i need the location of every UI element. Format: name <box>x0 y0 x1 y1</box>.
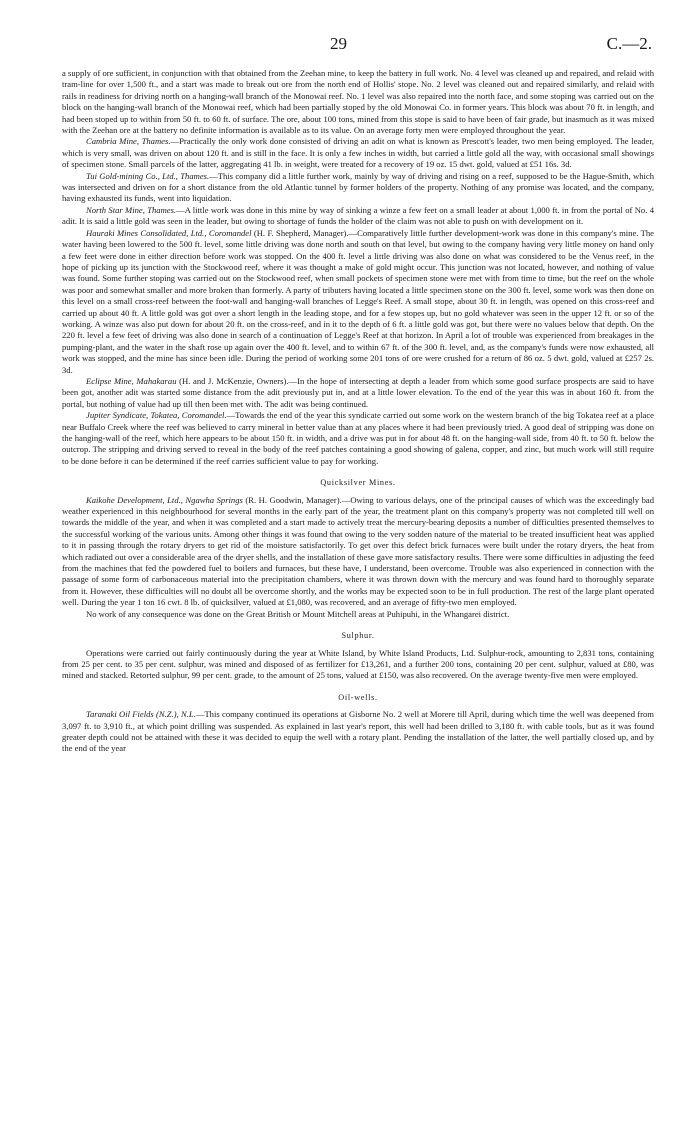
taranaki-oil-fields-text: —This company continued its operations at Gisborne No. 2 well at Morere till April, during which time the well was deepened from 3,097 ft. to 3,910 ft., at which point drilling was suspended. As explained in last year's report, this well had been drilled to 3,180 ft. with cable tools, but as it was found greater depth could not be attained with these it was decided to equip the well with a rotary plant. Pending the installation of the latter, the well partially closed up, and by the end of the year <box>62 709 654 754</box>
paragraph-zeehan-continued: a supply of ore sufficient, in conjunction with that obtained from the Zeehan mine, to keep the battery in full work. No. 4 level was cleaned up and repaired, and relaid with tram-line for over 1,500 ft., and a start was made to break out ore from the north end of Hollis' stope. No. 2 level was cleaned out and repaired similarly, and relaid with rails in readiness for driving north on a hanging-wall branch of the Monowai reef. No. 1 level was also repaired into the north face, and some stoping was carried out on the block on the hanging-wall branch of the Monowai reef, which had been partially stoped by the old Monowai Co. in former years. This block was about 70 ft. in length, and had been stoped up to within from 50 ft. to 60 ft. of surface. The ore, about 100 tons, mined from this stope is said to have been of fair grade, but inasmuch as it was mixed with the Zeehan ore at the battery no definite information is available as to its value. On an average forty men were employed throughout the year. <box>62 68 654 136</box>
paragraph-cambria-mine <box>62 136 654 170</box>
document-reference: C.—2. <box>606 34 652 53</box>
hauraki-mines-text: (H. F. Shepherd, Manager).—Comparatively little further development-work was done in this company's mine. The water having been lowered to the 500 ft. level, some little driving was done north and south on that level, but owing to the company having very little money on hand only a few feet were done in either direction before work was stopped. On the 400 ft. level a little driving was also done on what was considered to be the Venus reef, in the hope of picking up its junction with the Stockwood reef, where it was thought a make of gold might occur. This junction was not located, however, and nothing of value was found. Some further stoping was carried out on the Stockwood reef, when small pockets of specimen stone were met with from time to time, but the reef on the whole was poor and somewhat smaller and more broken than formerly. A party of tributers having located a little specimen stone on the 300 ft. level, some work was then done on this level on a small cross-reef between the foot-wall and hanging-wall branches of Legge's Reef. A small stope, about 30 ft. in length, was opened on this cross-reef and carried up about 40 ft. A little gold was got over a short length in the leading stope, and for a few stopes up, but no gold whatever was seen in the upper 12 ft. or so of the working. A winze was also put down for about 20 ft. on the cross-reef, and in it to the depth of 6 ft. a little gold was got, but there were no values below that depth. On the 220 ft. level a few feet of driving was also done in search of a continuation of Legge's Reef at that horizon. In April a lot of trouble was experienced from breakages in the pumping-plant, and the water in the shaft rose up again over the 400 ft. level, and to within 67 ft. of the 300 ft. level, and, as the company's funds were now exhausted, all work was stopped, and the mine has since been idle. During the period of working some 201 tons of ore were crushed for a return of 86 oz. 5 dwt. gold, valued at £257 2s. 3d. <box>62 227 655 375</box>
paragraph-kaikohe-development <box>62 495 654 609</box>
paragraph-hauraki-mines <box>62 228 654 376</box>
eclipse-mine-title: Eclipse Mine, Mahakarau <box>86 375 177 386</box>
paragraph-eclipse-mine <box>62 376 654 410</box>
north-star-mine-text: —A little work was done in this mine by way of sinking a winze a few feet on a small leader at about 1,000 ft. in from the portal of No. 4 adit. It is said a little gold was seen in the leader, but owing to shortage of funds the holder of the claim was not able to push on with development on it. <box>62 204 654 227</box>
paragraph-north-star-mine <box>62 205 654 228</box>
tui-gold-mining-title: Tui Gold-mining Co., Ltd., Thames. <box>86 170 210 181</box>
page-number: 29 <box>330 34 347 53</box>
paragraph-white-island: Operations were carried out fairly continuously during the year at White Island, by White Island Products, Ltd. Sulphur-rock, amounting to 2,831 tons, containing from 25 per cent. to 35 per cent. sulphur, was mined and disposed of as fertilizer for £13,261, and a further 200 tons, containing 20 per cent. sulphur, valued at £80, was mined and stacked. Retorted sulphur, 99 per cent. grade, to the amount of 25 tons, valued at £150, was also recovered. On the average twenty-five men were employed. <box>62 647 654 681</box>
hauraki-mines-title: Hauraki Mines Consolidated, Ltd., Coromandel <box>86 227 252 238</box>
paragraph-jupiter-syndicate <box>62 410 654 467</box>
taranaki-oil-fields-title: Taranaki Oil Fields (N.Z.), N.L. <box>86 709 196 720</box>
jupiter-syndicate-text: —Towards the end of the year this syndicate carried out some work on the western branch of the big Tokatea reef at a place near Buffalo Creek where the reef was believed to carry mineral in better value than at any places where it had been previously tried. A good deal of stripping was done on the hanging-wall of the reef, which here appears to be about 150 ft. in width, and a drive was put in for about 48 ft. on the hanging-wall side, from 40 ft. to 50 ft. below the outcrop. The stripping and driving served to reveal in the body of the reef patches containing a good showing of galena, copper, and zinc, but much work will still require to be done before it can be determined if the reef carries sufficient value to pay for working. <box>62 410 654 466</box>
cambria-mine-text: —Practically the only work done consisted of driving an adit on what is known as Prescott's leader, two men being employed. The leader, which is very small, was driven on about 120 ft. and is still in the face. It is only a few inches in width, but carried a little gold all the way, with occasional small showings of specimen stone. Small parcels of the latter, aggregating 41 lb. in weight, were treated for a recovery of 19 oz. 15 dwt. gold, valued at £51 16s. 3d. <box>62 136 654 170</box>
paragraph-puhipuhi: No work of any consequence was done on the Great British or Mount Mitchell areas at Puhipuhi, in the Whangarei district. <box>86 608 510 619</box>
tui-gold-mining-text: —This company did a little further work, mainly by way of driving and rising on a reef, supposed to be the Hague-Smith, which was intersected and driven on for a short distance from the old Atlantic tunnel by former holders of the property. Nothing of any promise was located, and the company, having exhausted its funds, went into liquidation. <box>62 170 655 204</box>
section-heading-oil-wells: Oil-wells. <box>338 692 378 702</box>
jupiter-syndicate-title: Jupiter Syndicate, Tokatea, Coromandel. <box>86 410 227 421</box>
kaikohe-development-text: (R. H. Goodwin, Manager).—Owing to various delays, one of the principal causes of which was the exceedingly bad weather experienced in this neighbourhood for several months in the early part of the year, the treatment plant on this company's property was not completed till well on towards the middle of the year, and when it was completed and a start made to actively treat the mercury-bearing deposits a number of difficulties presented themselves to the successful working of the various units. Among other things it was found that owing to the very sodden nature of the material to be treated insufficient heat was applied to it in passing through the rotary dryers to get rid of the moisture satisfactorily. To get over this defect brick furnaces were built under the rotary dryers, the heat from which radiated out over a considerable area of the dryer shells, and the installation of these gave more satisfactory results. There were some difficulties in adjusting the feed from the machines that fed the powdered fuel to boilers and furnaces, but these have, I understand, been overcome. Trouble was also experienced in connection with the passage of some form of carbonaceous material into the precipitation chambers, where it was thrown down with the mercury and was found hard to thoroughly separate from it. However, these difficulties will no doubt all be overcome shortly, and the works may be expected soon to be in full production. The rest of the large plant operated well. During the year 1 ton 16 cwt. 8 lb. of quicksilver, valued at £1,080, was recovered, and an average of fifty-two men employed. <box>62 494 654 608</box>
section-heading-quicksilver: Quicksilver Mines. <box>320 478 396 488</box>
paragraph-taranaki-oil-fields <box>62 709 654 755</box>
kaikohe-development-title: Kaikohe Development, Ltd., Ngawha Springs <box>86 494 243 505</box>
north-star-mine-title: North Star Mine, Thames. <box>86 204 177 215</box>
cambria-mine-title: Cambria Mine, Thames. <box>86 136 171 147</box>
body-text <box>62 68 654 755</box>
eclipse-mine-text: (H. and J. McKenzie, Owners).—In the hope of intersecting at depth a leader from which some good surface prospects are said to have been got, another adit was started some distance from the adit previously put in, and at a little lower elevation. To the end of the year this was in about 160 ft. from the portal, but nothing of value had up till then been met with. The adit was being continued. <box>62 375 654 409</box>
section-heading-sulphur: Sulphur. <box>341 631 375 641</box>
paragraph-tui-gold-mining <box>62 171 654 205</box>
